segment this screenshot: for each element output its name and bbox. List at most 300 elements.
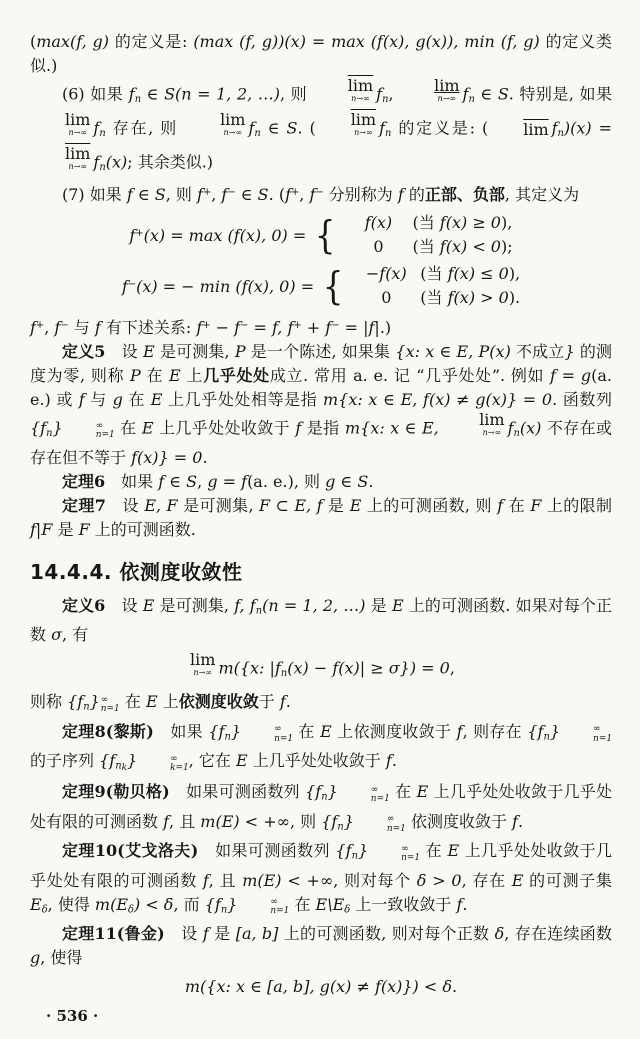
text-run: 在 bbox=[289, 894, 316, 914]
sup-sub-stack bbox=[242, 725, 293, 744]
text-run: , 且 bbox=[169, 811, 201, 831]
text-run: ( bbox=[30, 32, 37, 51]
sup-sub-stack bbox=[561, 725, 612, 744]
text-run: (x) = − min (f(x), 0) = bbox=[136, 277, 315, 297]
text-run: 的测度为零, 则称 bbox=[30, 341, 612, 385]
text-run: , bbox=[211, 184, 222, 204]
text-run: − bbox=[315, 186, 324, 198]
text-run: 不成立 bbox=[516, 341, 565, 361]
text-run: )(x) = bbox=[563, 118, 612, 138]
limit-operator bbox=[319, 110, 377, 138]
paragraph bbox=[30, 78, 612, 181]
text-run: 如果可测函数列 bbox=[198, 841, 336, 861]
text-run: δ bbox=[41, 904, 48, 916]
subscript: n=1 bbox=[370, 794, 390, 805]
text-run: f = g bbox=[550, 365, 592, 385]
text-run: f bbox=[295, 418, 302, 438]
text-run: . bbox=[368, 471, 374, 491]
text-run: f bbox=[196, 317, 203, 337]
paragraph bbox=[30, 494, 612, 542]
text-run: {f bbox=[99, 751, 116, 771]
text-run: S bbox=[497, 84, 509, 104]
text-run: . ( bbox=[297, 118, 316, 138]
text-run: , 有 bbox=[62, 625, 89, 645]
text-run: 上的可测函数. bbox=[89, 519, 196, 539]
text-run: m{x: x ∈ E, f(x) ≠ g(x)} = 0 bbox=[322, 389, 553, 409]
sup-sub-stack bbox=[138, 755, 189, 774]
text-run: 的可测子集 bbox=[523, 870, 613, 890]
sup-sub-stack bbox=[238, 898, 289, 917]
section-heading: 14.4.4. 依测度收敛性 bbox=[30, 559, 243, 584]
case-value bbox=[344, 212, 412, 234]
text-run: f bbox=[248, 118, 255, 138]
limit-subscript: n→∞ bbox=[223, 128, 243, 138]
case-condition bbox=[420, 287, 520, 309]
text-run: n bbox=[254, 128, 261, 140]
case-value bbox=[352, 287, 420, 309]
paragraph bbox=[30, 594, 612, 647]
text-run: − bbox=[210, 317, 235, 337]
text-run: f bbox=[376, 84, 383, 104]
text-run: n bbox=[382, 94, 389, 106]
text-run: f bbox=[30, 317, 36, 337]
text-run: f bbox=[163, 811, 170, 831]
text-run: n bbox=[385, 128, 392, 140]
text-run: ); bbox=[500, 236, 513, 256]
text-run: 如果 bbox=[153, 721, 209, 741]
text-run: 几乎处处 bbox=[203, 365, 270, 385]
text-run: 上依测度收敛于 bbox=[331, 721, 457, 741]
case-value bbox=[352, 263, 420, 285]
left-brace: { bbox=[315, 212, 336, 257]
paragraph bbox=[30, 181, 612, 207]
superscript: ∞ bbox=[95, 420, 104, 431]
text-run: + bbox=[293, 319, 302, 331]
text-run: 是 bbox=[208, 924, 236, 944]
text-run: . bbox=[517, 811, 524, 831]
text-run: . 函数列 bbox=[552, 389, 612, 409]
text-run: + bbox=[301, 317, 326, 337]
text-run: f bbox=[202, 870, 209, 890]
text-run: n bbox=[543, 731, 550, 743]
text-run: (max (f, g))(x) = max (f(x), g(x)), min (f, g) bbox=[193, 32, 540, 51]
paragraph bbox=[30, 470, 612, 494]
text-run: g = f bbox=[207, 471, 248, 491]
limit-word: lim bbox=[65, 110, 91, 130]
text-run: + bbox=[135, 228, 144, 240]
text-run: 与 bbox=[84, 389, 113, 409]
text-run: 如果 bbox=[105, 471, 159, 491]
text-run: (7) 如果 bbox=[62, 184, 127, 204]
text-run: f bbox=[287, 317, 294, 337]
paragraph bbox=[30, 314, 612, 340]
limit-operator bbox=[402, 76, 460, 103]
text-run: 上 bbox=[157, 692, 179, 712]
text-run: 0 bbox=[381, 287, 392, 307]
text-run: δ bbox=[494, 924, 505, 944]
text-run: S bbox=[154, 184, 166, 204]
limit-operator bbox=[33, 110, 91, 138]
subscript: n=1 bbox=[100, 704, 120, 715]
text-run: E bbox=[236, 751, 248, 771]
text-run: , 使得 bbox=[40, 948, 83, 968]
text-run: , 则 bbox=[289, 811, 322, 831]
text-run: 定理6 bbox=[62, 471, 106, 491]
text-run: , bbox=[44, 317, 55, 337]
text-run: 上几乎处处收敛于 bbox=[247, 751, 386, 771]
text-run: 上几乎处处收敛于几乎处处有限的可测函数 bbox=[30, 841, 612, 890]
text-run: S bbox=[186, 471, 198, 491]
text-run: n bbox=[134, 94, 142, 106]
text-run: f bbox=[93, 153, 100, 173]
text-run: 与 bbox=[68, 317, 95, 337]
text-run: 上几乎处处收敛于 bbox=[153, 418, 296, 438]
text-run: ; 其余类似.) bbox=[127, 153, 214, 173]
superscript: ∞ bbox=[270, 897, 278, 908]
text-run: {x: x ∈ E, P(x) bbox=[395, 341, 517, 361]
text-run: E bbox=[168, 365, 181, 385]
text-run: ), bbox=[500, 212, 513, 232]
text-run: n bbox=[468, 94, 475, 106]
text-run: n bbox=[321, 791, 328, 803]
text-run: , 存在连续函数 bbox=[504, 924, 612, 944]
text-run: E bbox=[416, 782, 429, 802]
text-run: f bbox=[78, 389, 85, 409]
sup-sub-stack bbox=[355, 815, 406, 834]
text-run: f bbox=[385, 751, 392, 771]
cases-row bbox=[344, 212, 512, 234]
text-run: E, F bbox=[144, 495, 178, 515]
case-condition bbox=[412, 212, 512, 234]
text-run: f bbox=[158, 471, 165, 491]
subscript: n=1 bbox=[593, 733, 613, 744]
text-run: (当 bbox=[412, 212, 440, 232]
text-run: (当 bbox=[420, 263, 448, 283]
text-run: max(f, g) bbox=[36, 32, 110, 51]
limit-word: lim bbox=[434, 76, 460, 95]
text-run: f(x) ≤ 0 bbox=[447, 263, 509, 283]
text-run: (n = 1, 2, …) bbox=[262, 595, 366, 615]
page-content bbox=[30, 30, 612, 1003]
text-run: n bbox=[46, 427, 53, 439]
cases-rows bbox=[344, 212, 512, 258]
text-run: f bbox=[129, 226, 136, 246]
limit-subscript: n→∞ bbox=[437, 94, 457, 103]
text-run: .) bbox=[379, 317, 392, 337]
text-run: ∈ bbox=[164, 471, 187, 491]
text-run: E bbox=[145, 692, 158, 712]
text-run: 正部、负部 bbox=[424, 184, 505, 204]
text-run: 上的可测函数, 则对每个正数 bbox=[278, 924, 495, 944]
text-run: n bbox=[280, 668, 288, 680]
text-run: . bbox=[285, 692, 291, 712]
cases-row bbox=[352, 287, 520, 309]
text-run: (x) = max (f(x), 0) = bbox=[143, 226, 307, 246]
text-run: 则称 bbox=[30, 692, 68, 712]
text-run: {f bbox=[208, 721, 225, 741]
cases-lhs bbox=[129, 222, 306, 247]
text-run: f bbox=[126, 184, 133, 204]
text-run: n bbox=[115, 760, 122, 772]
text-run: 不存在或存在但不等于 bbox=[30, 418, 612, 467]
text-run: , bbox=[197, 471, 208, 491]
text-run: E bbox=[447, 841, 460, 861]
text-run: {f bbox=[30, 418, 47, 438]
paragraph bbox=[30, 690, 612, 719]
text-run: 有下述关系: bbox=[100, 317, 197, 337]
limit-operator bbox=[188, 110, 246, 138]
text-run: E bbox=[142, 595, 155, 615]
text-run: , 它在 bbox=[188, 751, 237, 771]
text-run: (x) bbox=[105, 153, 128, 173]
text-run: (n = 1, 2, …) bbox=[175, 84, 281, 104]
text-run: + bbox=[290, 186, 300, 198]
text-run: 定理10(艾戈洛夫) bbox=[62, 841, 199, 861]
text-run: 设 bbox=[105, 495, 145, 515]
text-run: E bbox=[320, 721, 332, 741]
display-formula-cases bbox=[30, 212, 612, 258]
text-run: n bbox=[224, 731, 231, 743]
text-run: 是可测集, bbox=[177, 495, 259, 515]
text-run: f(x) ≥ 0 bbox=[439, 212, 501, 232]
limit-subscript: n→∞ bbox=[68, 128, 87, 138]
text-run: 定理11(鲁金) bbox=[62, 924, 165, 944]
text-run: f bbox=[94, 317, 101, 337]
left-brace: { bbox=[322, 263, 344, 308]
text-run: ∈ bbox=[235, 184, 258, 204]
text-run: 是 bbox=[52, 519, 79, 539]
paragraph bbox=[30, 340, 612, 470]
superscript: ∞ bbox=[100, 694, 109, 705]
text-run: {f bbox=[321, 811, 338, 831]
text-run: m({x: |f bbox=[218, 658, 281, 678]
text-run: f, f bbox=[234, 595, 256, 615]
text-run: 设 bbox=[105, 595, 143, 615]
text-run: − bbox=[240, 319, 249, 331]
text-run: } bbox=[549, 721, 561, 741]
text-run: 在 bbox=[119, 692, 146, 712]
subscript: n=1 bbox=[401, 852, 421, 863]
text-run: m({x: x ∈ [a, b], g(x) ≠ f(x)}) < δ bbox=[184, 977, 453, 997]
limit-subscript: n→∞ bbox=[354, 128, 373, 138]
text-run: 上的可测函数, 则 bbox=[361, 495, 498, 515]
limit-word: lim bbox=[479, 409, 505, 429]
limit-operator bbox=[447, 409, 505, 437]
subscript: n=1 bbox=[270, 906, 290, 917]
cases-row bbox=[352, 263, 520, 285]
text-run: f|F bbox=[30, 519, 53, 539]
text-run: } bbox=[327, 782, 338, 802]
text-run: g bbox=[325, 471, 336, 491]
limit-word: lim bbox=[190, 650, 216, 670]
text-run: f bbox=[462, 84, 469, 104]
text-run: 是一个陈述, 如果集 bbox=[245, 341, 396, 361]
text-run: E bbox=[150, 389, 163, 409]
subscript: k=1 bbox=[170, 763, 189, 774]
text-run: f bbox=[397, 184, 404, 204]
text-run: f(x) > 0 bbox=[447, 287, 509, 307]
text-run: f bbox=[325, 317, 332, 337]
text-run: (6) 如果 bbox=[62, 84, 129, 104]
limit-word: lim bbox=[220, 110, 246, 130]
text-run: } bbox=[564, 341, 575, 361]
text-run: − bbox=[227, 186, 236, 198]
text-run: 成立. 常用 a. e. 记 “几乎处处”. 例如 bbox=[269, 365, 550, 385]
text-run: f(x)} = 0 bbox=[131, 447, 203, 467]
text-run: 上一致收敛于 bbox=[350, 894, 457, 914]
subscript: n=1 bbox=[95, 430, 115, 440]
text-run: = |f| bbox=[339, 317, 380, 337]
case-condition bbox=[420, 263, 520, 285]
text-run: 定理9(勒贝格) bbox=[62, 782, 170, 802]
case-value bbox=[344, 236, 412, 258]
text-run: . ( bbox=[268, 184, 286, 204]
text-run: 的子序列 bbox=[30, 751, 100, 771]
text-run: f bbox=[379, 118, 386, 138]
text-run: . 特别是, 如果 bbox=[508, 84, 613, 104]
text-run: } bbox=[126, 751, 138, 771]
text-run: m(E) < +∞ bbox=[242, 870, 334, 890]
text-run: 0 bbox=[373, 236, 384, 256]
text-run: E bbox=[391, 595, 404, 615]
text-run: f(x) < 0 bbox=[439, 236, 501, 256]
text-run: {f bbox=[204, 894, 221, 914]
text-run: n bbox=[99, 162, 106, 174]
text-run: } bbox=[230, 721, 242, 741]
text-run: f bbox=[456, 894, 463, 914]
text-run: , 则存在 bbox=[462, 721, 528, 741]
text-run: f bbox=[285, 184, 291, 204]
text-run: 定理8(黎斯) bbox=[62, 721, 154, 741]
case-condition bbox=[412, 236, 512, 258]
text-run: . bbox=[462, 894, 468, 914]
page-number: · 536 · bbox=[46, 1007, 99, 1026]
text-run: − bbox=[331, 319, 340, 331]
text-run: 在 bbox=[114, 418, 142, 438]
text-run: f bbox=[128, 84, 135, 104]
text-run: (x) bbox=[519, 418, 542, 438]
superscript: ∞ bbox=[274, 724, 282, 735]
display-formula bbox=[30, 652, 612, 685]
text-run: , 使得 bbox=[47, 894, 95, 914]
limit-operator bbox=[316, 76, 374, 103]
text-run: F bbox=[530, 495, 542, 515]
text-run: 是可测集, bbox=[154, 341, 235, 361]
text-run: , 则 bbox=[280, 84, 313, 104]
text-run: 于 bbox=[258, 692, 280, 712]
text-run: , 存在 bbox=[461, 870, 512, 890]
display-formula-cases bbox=[30, 263, 612, 309]
text-run: + bbox=[35, 319, 45, 331]
text-run: . bbox=[452, 977, 458, 997]
text-run: g bbox=[112, 389, 123, 409]
text-run: (a. e.), 则 bbox=[247, 471, 326, 491]
text-run: + bbox=[202, 186, 212, 198]
text-run: 在 bbox=[420, 841, 448, 861]
paragraph bbox=[30, 922, 612, 970]
text-run: − bbox=[60, 319, 69, 331]
text-run: ∈ bbox=[474, 84, 498, 104]
text-run: f bbox=[54, 317, 61, 337]
text-run: E\E bbox=[315, 894, 345, 914]
text-run: 上的可测函数. 如果对每个正数 bbox=[30, 595, 612, 645]
limit-word: $\overline{lim}$ bbox=[65, 144, 91, 164]
text-run: f bbox=[93, 118, 100, 138]
text-run: n bbox=[220, 904, 228, 916]
text-run: ∈ bbox=[141, 84, 165, 104]
text-run: δ bbox=[128, 904, 134, 916]
text-run: P bbox=[130, 365, 141, 385]
text-run: } bbox=[52, 418, 63, 438]
text-run: ∈ bbox=[132, 184, 155, 204]
text-run: . bbox=[202, 447, 208, 467]
text-run: n bbox=[557, 128, 564, 140]
text-run: 在 bbox=[293, 721, 321, 741]
text-run: f(x) bbox=[364, 212, 393, 232]
subscript: n=1 bbox=[386, 823, 406, 834]
cases-rows bbox=[352, 263, 520, 309]
limit-operator bbox=[33, 144, 91, 172]
text-run: E bbox=[143, 341, 155, 361]
subscript: n=1 bbox=[274, 733, 294, 744]
text-run: σ bbox=[51, 625, 63, 645]
text-run: 在 bbox=[503, 495, 531, 515]
text-run: , 则 bbox=[165, 184, 198, 204]
text-run: {f bbox=[305, 782, 322, 802]
text-run: 的 bbox=[403, 184, 425, 204]
text-run: E bbox=[349, 495, 362, 515]
superscript: ∞ bbox=[170, 753, 178, 764]
text-run: 上 bbox=[180, 365, 204, 385]
text-run: = f, bbox=[248, 317, 288, 337]
text-run: f bbox=[497, 495, 504, 515]
limit-subscript: n→∞ bbox=[193, 668, 213, 678]
text-run: . bbox=[391, 751, 397, 771]
text-run: n bbox=[83, 701, 90, 713]
text-run: n bbox=[337, 821, 344, 833]
text-run: 定理7 bbox=[62, 495, 106, 515]
text-run: S bbox=[257, 184, 269, 204]
text-run: {f bbox=[527, 721, 544, 741]
text-run: δ > 0 bbox=[416, 870, 462, 890]
cases-lhs bbox=[122, 273, 314, 298]
text-run: m(E) < +∞ bbox=[200, 811, 290, 831]
text-run: {f bbox=[67, 692, 84, 712]
superscript: ∞ bbox=[370, 784, 379, 795]
text-run: 上的限制 bbox=[541, 495, 612, 515]
text-run: F bbox=[78, 519, 90, 539]
limit-subscript: n→∞ bbox=[68, 162, 87, 172]
text-run: 上几乎处处收敛于几乎处处有限的可测函数 bbox=[30, 782, 612, 831]
text-run: 设 bbox=[164, 924, 203, 944]
text-run: ∈ bbox=[335, 471, 358, 491]
text-run: + bbox=[202, 319, 211, 331]
text-run: f bbox=[279, 692, 286, 712]
text-run: 存在, 则 bbox=[105, 118, 186, 138]
text-run: (x) − f(x)| ≥ σ}) = 0 bbox=[287, 658, 450, 678]
text-run: 是可测集, bbox=[154, 595, 235, 615]
text-run: −f(x) bbox=[365, 263, 407, 283]
text-run: F ⊂ E, f bbox=[259, 495, 323, 515]
text-run: δ bbox=[344, 904, 351, 916]
limit-subscript: n→∞ bbox=[351, 94, 370, 103]
text-run: n bbox=[351, 850, 358, 862]
text-run: , 其定义为 bbox=[504, 184, 580, 204]
text-run: (当 bbox=[420, 287, 448, 307]
superscript: ∞ bbox=[386, 814, 395, 825]
text-run: f bbox=[456, 721, 463, 741]
text-run: 是 bbox=[365, 595, 392, 615]
